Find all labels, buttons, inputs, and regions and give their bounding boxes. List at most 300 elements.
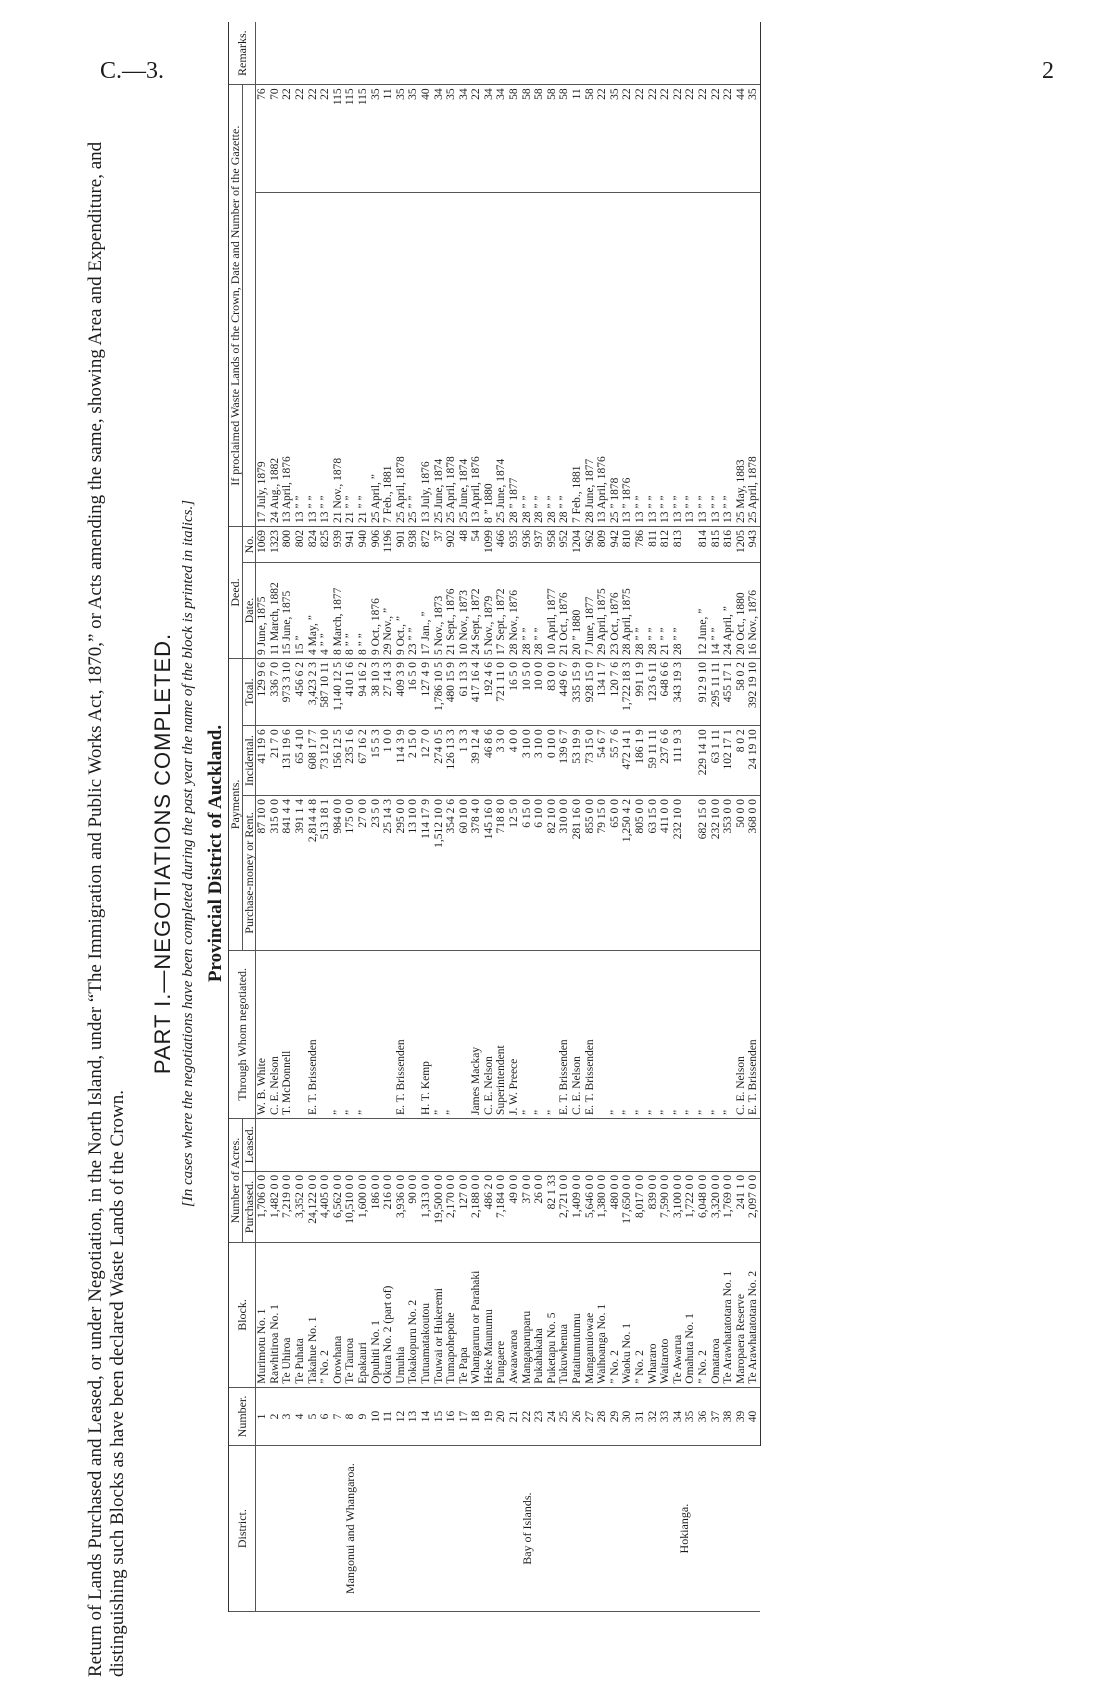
gazette-date: 13 ” ”: [672, 193, 685, 527]
remarks: [747, 22, 760, 85]
remarks: [256, 22, 269, 85]
purchase-money: 411 0 0: [659, 796, 672, 951]
row-number: 6: [319, 1387, 332, 1446]
block-name: Te Puhata: [294, 1243, 307, 1387]
deed-date: 17 Sept., 1872: [495, 563, 508, 659]
gazette-date: 13 ” ”: [722, 193, 735, 527]
incidental: 8 0 2: [735, 726, 748, 796]
acres-leased: [710, 1118, 723, 1171]
col-remarks: Remarks.: [229, 22, 256, 85]
block-name: Rawhitiroa No. 1: [269, 1243, 282, 1387]
gazette-number: 22: [659, 85, 672, 193]
gazette-number: 35: [445, 85, 458, 193]
deed-no: 872: [420, 526, 433, 562]
gazette-number: 11: [382, 85, 395, 193]
gazette-date: 28 ” ”: [558, 193, 571, 527]
col-deed: Deed.: [229, 526, 243, 658]
acres-purchased: 19,500 0 0: [433, 1171, 446, 1242]
acres-leased: [294, 1118, 307, 1171]
table-row: [659, 22, 672, 1612]
negotiated-by: ”: [445, 950, 458, 1118]
acres-purchased: 2,170 0 0: [445, 1171, 458, 1242]
row-number: 37: [710, 1387, 723, 1446]
table-row: [621, 22, 634, 1612]
deed-no: 940: [357, 526, 370, 562]
col-district: District.: [229, 1446, 256, 1612]
remarks: [332, 22, 345, 85]
row-number: 23: [533, 1387, 546, 1446]
total: 10 0 0: [533, 659, 546, 726]
acres-purchased: 1,482 0 0: [269, 1171, 282, 1242]
deed-date: 14 ” ”: [710, 563, 723, 659]
block-name: Awaawaroa: [508, 1243, 521, 1387]
row-number: 4: [294, 1387, 307, 1446]
total: 123 6 11: [647, 659, 660, 726]
remarks: [672, 22, 685, 85]
deed-date: 21 Oct., 1876: [558, 563, 571, 659]
deed-date: 17 Jan., ”: [420, 563, 433, 659]
gazette-number: 22: [596, 85, 609, 193]
incidental: 15 5 3: [370, 726, 383, 796]
col-payments: Payments.: [229, 659, 243, 951]
row-number: 13: [407, 1387, 420, 1446]
acres-purchased: 1,722 0 0: [684, 1171, 697, 1242]
negotiated-by: J. W. Preece: [508, 950, 521, 1118]
deed-no: 935: [508, 526, 521, 562]
table-row: [357, 22, 370, 1612]
remarks: [344, 22, 357, 85]
total: 928 15 0: [584, 659, 597, 726]
deed-no: 802: [294, 526, 307, 562]
acres-leased: [647, 1118, 660, 1171]
negotiated-by: E. T. Brissenden: [747, 950, 760, 1118]
purchase-money: 354 2 6: [445, 796, 458, 951]
table-row: [483, 22, 496, 1612]
deed-date: 5 Nov., 1879: [483, 563, 496, 659]
purchase-money: 718 8 0: [495, 796, 508, 951]
row-number: 15: [433, 1387, 446, 1446]
table-row: [722, 22, 735, 1612]
negotiated-by: [370, 950, 383, 1118]
acres-leased: [735, 1118, 748, 1171]
table-row: [445, 22, 458, 1612]
incidental: 3 3 0: [495, 726, 508, 796]
block-name: Omataroa: [710, 1243, 723, 1387]
incidental: 24 19 10: [747, 726, 760, 796]
gazette-date: 25 April, 1878: [395, 193, 408, 527]
part-title: PART I.—NEGOTIATIONS COMPLETED.: [150, 632, 175, 1075]
gazette-number: 44: [735, 85, 748, 193]
negotiated-by: ”: [672, 950, 685, 1118]
total: 336 7 0: [269, 659, 282, 726]
deed-date: 28 ” ”: [647, 563, 660, 659]
gazette-number: 34: [458, 85, 471, 193]
purchase-money: 12 5 0: [508, 796, 521, 951]
acres-leased: [319, 1118, 332, 1171]
gazette-date: 13 ” ”: [294, 193, 307, 527]
acres-purchased: 3,352 0 0: [294, 1171, 307, 1242]
deed-no: 812: [659, 526, 672, 562]
acres-leased: [458, 1118, 471, 1171]
negotiated-by: [407, 950, 420, 1118]
remarks: [697, 22, 710, 85]
acres-leased: [546, 1118, 559, 1171]
deed-date: 28 ” ”: [521, 563, 534, 659]
deed-date: 16 Nov., 1876: [747, 563, 760, 659]
negotiated-by: ”: [621, 950, 634, 1118]
incidental: 73 15 0: [584, 726, 597, 796]
negotiated-by: ”: [634, 950, 647, 1118]
incidental: 1 0 0: [382, 726, 395, 796]
block-name: Whararo: [647, 1243, 660, 1387]
remarks: [357, 22, 370, 85]
deed-date: 24 April, ”: [722, 563, 735, 659]
row-number: 29: [609, 1387, 622, 1446]
gazette-number: 22: [319, 85, 332, 193]
gazette-number: 115: [357, 85, 370, 193]
row-number: 26: [571, 1387, 584, 1446]
gazette-date: 25 May, 1883: [735, 193, 748, 527]
remarks: [319, 22, 332, 85]
incidental: 41 19 6: [256, 726, 269, 796]
negotiated-by: ”: [521, 950, 534, 1118]
acres-purchased: 3,936 0 0: [395, 1171, 408, 1242]
block-name: Te Arawhatatotara No. 2: [747, 1243, 760, 1387]
acres-purchased: 1,706 0 0: [256, 1171, 269, 1242]
gazette-date: 25 April, 1878: [747, 193, 760, 527]
purchase-money: 82 10 0: [546, 796, 559, 951]
acres-purchased: 1,600 0 0: [357, 1171, 370, 1242]
gazette-number: 115: [332, 85, 345, 193]
col-total: Total.: [242, 659, 256, 726]
acres-purchased: 49 0 0: [508, 1171, 521, 1242]
negotiated-by: [382, 950, 395, 1118]
gazette-number: 22: [470, 85, 483, 193]
remarks: [382, 22, 395, 85]
gazette-number: 22: [281, 85, 294, 193]
row-number: 5: [307, 1387, 320, 1446]
block-name: Mangaparuparu: [521, 1243, 534, 1387]
deed-date: 29 Nov., ”: [382, 563, 395, 659]
gazette-number: 40: [420, 85, 433, 193]
deed-date: 15 ”: [294, 563, 307, 659]
row-number: 11: [382, 1387, 395, 1446]
table-row: [571, 22, 584, 1612]
deed-no: 466: [495, 526, 508, 562]
acres-purchased: 241 1 0: [735, 1171, 748, 1242]
total: 134 1 7: [596, 659, 609, 726]
acres-leased: [634, 1118, 647, 1171]
purchase-money: 391 1 4: [294, 796, 307, 951]
gazette-number: 34: [483, 85, 496, 193]
deed-no: 813: [672, 526, 685, 562]
remarks: [483, 22, 496, 85]
deed-date: 8 ” ”: [344, 563, 357, 659]
gazette-date: 25 April, ”: [370, 193, 383, 527]
gazette-number: 70: [269, 85, 282, 193]
negotiated-by: [458, 950, 471, 1118]
deed-no: 816: [722, 526, 735, 562]
acres-purchased: 3,320 0 0: [710, 1171, 723, 1242]
acres-purchased: 90 0 0: [407, 1171, 420, 1242]
gazette-date: 21 Nov., 1878: [332, 193, 345, 527]
acres-leased: [558, 1118, 571, 1171]
total: 83 0 0: [546, 659, 559, 726]
deed-no: 952: [558, 526, 571, 562]
gazette-date: 13 April, 1876: [281, 193, 294, 527]
acres-leased: [609, 1118, 622, 1171]
block-name: Tutuamatakoutou: [420, 1243, 433, 1387]
district-cell: Mangonui and Whangaroa.: [256, 1446, 445, 1612]
purchase-money: 513 18 1: [319, 796, 332, 951]
block-name: Pataitumutumu: [571, 1243, 584, 1387]
deed-date: 28 ” ”: [533, 563, 546, 659]
incidental: 608 17 7: [307, 726, 320, 796]
table-row: [672, 22, 685, 1612]
acres-purchased: 26 0 0: [533, 1171, 546, 1242]
deed-no: 824: [307, 526, 320, 562]
deed-date: 28 April, 1875: [621, 563, 634, 659]
incidental: 2 15 0: [407, 726, 420, 796]
incidental: 111 9 3: [672, 726, 685, 796]
table-row: [420, 22, 433, 1612]
deed-date: 4 ” ”: [319, 563, 332, 659]
acres-purchased: 216 0 0: [382, 1171, 395, 1242]
deed-date: 20 ” 1880: [571, 563, 584, 659]
remarks: [458, 22, 471, 85]
deed-date: 8 ” ”: [357, 563, 370, 659]
acres-leased: [307, 1118, 320, 1171]
acres-leased: [281, 1118, 294, 1171]
gazette-number: 34: [433, 85, 446, 193]
negotiated-by: ”: [546, 950, 559, 1118]
total: 38 10 3: [370, 659, 383, 726]
acres-leased: [495, 1118, 508, 1171]
row-number: 12: [395, 1387, 408, 1446]
row-number: 10: [370, 1387, 383, 1446]
purchase-money: 6 10 0: [533, 796, 546, 951]
remarks: [634, 22, 647, 85]
block-name: Epakauri: [357, 1243, 370, 1387]
gazette-date: 13 ” ”: [634, 193, 647, 527]
total: 480 15 9: [445, 659, 458, 726]
negotiated-by: H. T. Kemp: [420, 950, 433, 1118]
row-number: 36: [697, 1387, 710, 1446]
gazette-number: 35: [747, 85, 760, 193]
incidental: 139 6 7: [558, 726, 571, 796]
block-name: Te Uhiroa: [281, 1243, 294, 1387]
row-number: 3: [281, 1387, 294, 1446]
purchase-money: 232 10 0: [710, 796, 723, 951]
acres-leased: [357, 1118, 370, 1171]
acres-leased: [722, 1118, 735, 1171]
row-number: 20: [495, 1387, 508, 1446]
purchase-money: 232 10 0: [672, 796, 685, 951]
deed-no: 54: [470, 526, 483, 562]
deed-date: 9 June, 1875: [256, 563, 269, 659]
gazette-number: 22: [697, 85, 710, 193]
total: [684, 659, 697, 726]
deed-no: 811: [647, 526, 660, 562]
acres-leased: [332, 1118, 345, 1171]
deed-date: 23 Oct., 1876: [609, 563, 622, 659]
row-number: 35: [684, 1387, 697, 1446]
block-name: Pukahakaha: [533, 1243, 546, 1387]
negotiated-by: ”: [722, 950, 735, 1118]
col-purchase-money: Purchase-money or Rent.: [242, 796, 256, 951]
deed-date: 9 Oct., 1876: [370, 563, 383, 659]
table-row: [344, 22, 357, 1612]
deed-date: 10 April, 1877: [546, 563, 559, 659]
incidental: 54 6 7: [596, 726, 609, 796]
row-number: 33: [659, 1387, 672, 1446]
acres-purchased: 3,100 0 0: [672, 1171, 685, 1242]
total: 58 0 2: [735, 659, 748, 726]
negotiated-by: T. McDonnell: [281, 950, 294, 1118]
total: 127 4 9: [420, 659, 433, 726]
deed-date: 21 ” ”: [659, 563, 672, 659]
gazette-date: 13 ” ”: [684, 193, 697, 527]
row-number: 8: [344, 1387, 357, 1446]
total: 410 1 6: [344, 659, 357, 726]
gazette-date: 13 April, 1876: [470, 193, 483, 527]
purchase-money: 87 10 0: [256, 796, 269, 951]
negotiated-by: E. T. Brissenden: [558, 950, 571, 1118]
deed-no: 1069: [256, 526, 269, 562]
deed-no: 943: [747, 526, 760, 562]
negotiated-by: C. E. Nelson: [483, 950, 496, 1118]
remarks: [407, 22, 420, 85]
gazette-number: 22: [722, 85, 735, 193]
negotiated-by: James Mackay: [470, 950, 483, 1118]
purchase-money: 984 0 0: [332, 796, 345, 951]
gazette-date: 21 ” ”: [344, 193, 357, 527]
block-name: Opuhiti No. 1: [370, 1243, 383, 1387]
total: 3,423 2 3: [307, 659, 320, 726]
remarks: [470, 22, 483, 85]
intro-text: Return of Lands Purchased and Leased, or under Negotiation, in the North Island, under “The Immigration and Public Works Act, 1870,” or Acts amending the same, showing Area and Expenditure, and distinguishing such Blocks as have been declared Waste Lands of the Crown.: [85, 141, 128, 1677]
acres-purchased: 186 0 0: [370, 1171, 383, 1242]
remarks: [495, 22, 508, 85]
gazette-date: 13 July, 1876: [420, 193, 433, 527]
block-name: Touwai or Hukeremi: [433, 1243, 446, 1387]
negotiated-by: E. T. Brissenden: [307, 950, 320, 1118]
incidental: 53 19 9: [571, 726, 584, 796]
total: 129 9 6: [256, 659, 269, 726]
block-name: Umuhia: [395, 1243, 408, 1387]
acres-purchased: 5,646 0 0: [584, 1171, 597, 1242]
row-number: 7: [332, 1387, 345, 1446]
block-name: Te Papa: [458, 1243, 471, 1387]
table-row: [558, 22, 571, 1612]
gazette-number: 58: [546, 85, 559, 193]
gazette-date: 21 ” ”: [357, 193, 370, 527]
row-number: 14: [420, 1387, 433, 1446]
acres-leased: [521, 1118, 534, 1171]
acres-leased: [596, 1118, 609, 1171]
acres-purchased: 82 1 33: [546, 1171, 559, 1242]
total: 721 11 0: [495, 659, 508, 726]
total: 587 10 11: [319, 659, 332, 726]
table-row: [747, 22, 760, 1612]
negotiated-by: ”: [357, 950, 370, 1118]
incidental: 12 7 0: [420, 726, 433, 796]
table-row: [521, 22, 534, 1612]
gazette-number: 22: [621, 85, 634, 193]
gazette-date: 13 ” ”: [319, 193, 332, 527]
gazette-date: 7 Feb., 1881: [571, 193, 584, 527]
deed-date: 5 Nov., 1873: [433, 563, 446, 659]
incidental: 131 19 6: [281, 726, 294, 796]
gazette-date: 13 ” 1876: [621, 193, 634, 527]
block-name: Puketapu No. 5: [546, 1243, 559, 1387]
remarks: [684, 22, 697, 85]
gazette-date: 28 ” ”: [546, 193, 559, 527]
purchase-money: 310 0 0: [558, 796, 571, 951]
gazette-date: 25 June, 1874: [495, 193, 508, 527]
block-name: Waitaroto: [659, 1243, 672, 1387]
deed-date: 7 June, 1877: [584, 563, 597, 659]
gazette-date: 25 ” 1878: [609, 193, 622, 527]
acres-leased: [483, 1118, 496, 1171]
total: 16 5 0: [407, 659, 420, 726]
col-gazette: If proclaimed Waste Lands of the Crown, Date and Number of the Gazette.: [229, 85, 243, 527]
total: 449 6 7: [558, 659, 571, 726]
table-row: [609, 22, 622, 1612]
deed-date: 20 Oct., 1880: [735, 563, 748, 659]
acres-purchased: 2,097 0 0: [747, 1171, 760, 1242]
incidental: 229 14 10: [697, 726, 710, 796]
negotiated-by: ”: [684, 950, 697, 1118]
acres-leased: [621, 1118, 634, 1171]
acres-purchased: 6,562 0 0: [332, 1171, 345, 1242]
block-name: Pungaere: [495, 1243, 508, 1387]
row-number: 2: [269, 1387, 282, 1446]
negotiated-by: E. T. Brissenden: [584, 950, 597, 1118]
purchase-money: 6 15 0: [521, 796, 534, 951]
col-deed-no: No.: [242, 526, 256, 562]
row-number: 31: [634, 1387, 647, 1446]
block-name: Manganuiowae: [584, 1243, 597, 1387]
table-row: [533, 22, 546, 1612]
purchase-money: 79 15 0: [596, 796, 609, 951]
deed-no: 1099: [483, 526, 496, 562]
acres-leased: [407, 1118, 420, 1171]
gazette-date: 25 ” ”: [407, 193, 420, 527]
gazette-number: 58: [533, 85, 546, 193]
block-name: ” No. 2: [697, 1243, 710, 1387]
remarks: [420, 22, 433, 85]
row-number: 22: [521, 1387, 534, 1446]
purchase-money: 25 14 3: [382, 796, 395, 951]
district-cell: Hokianga.: [609, 1446, 761, 1612]
col-acres: Number of Acres.: [229, 1118, 243, 1242]
table-row: [407, 22, 420, 1612]
incidental: 63 1 11: [710, 726, 723, 796]
total: 94 16 2: [357, 659, 370, 726]
incidental: 237 6 6: [659, 726, 672, 796]
remarks: [395, 22, 408, 85]
table-row: [697, 22, 710, 1612]
deed-date: 23 ” ”: [407, 563, 420, 659]
block-name: Te Awarua: [672, 1243, 685, 1387]
negotiated-by: ”: [433, 950, 446, 1118]
remarks: [307, 22, 320, 85]
negotiated-by: Superintendent: [495, 950, 508, 1118]
incidental: [684, 726, 697, 796]
table-row: [495, 22, 508, 1612]
deed-no: 941: [344, 526, 357, 562]
